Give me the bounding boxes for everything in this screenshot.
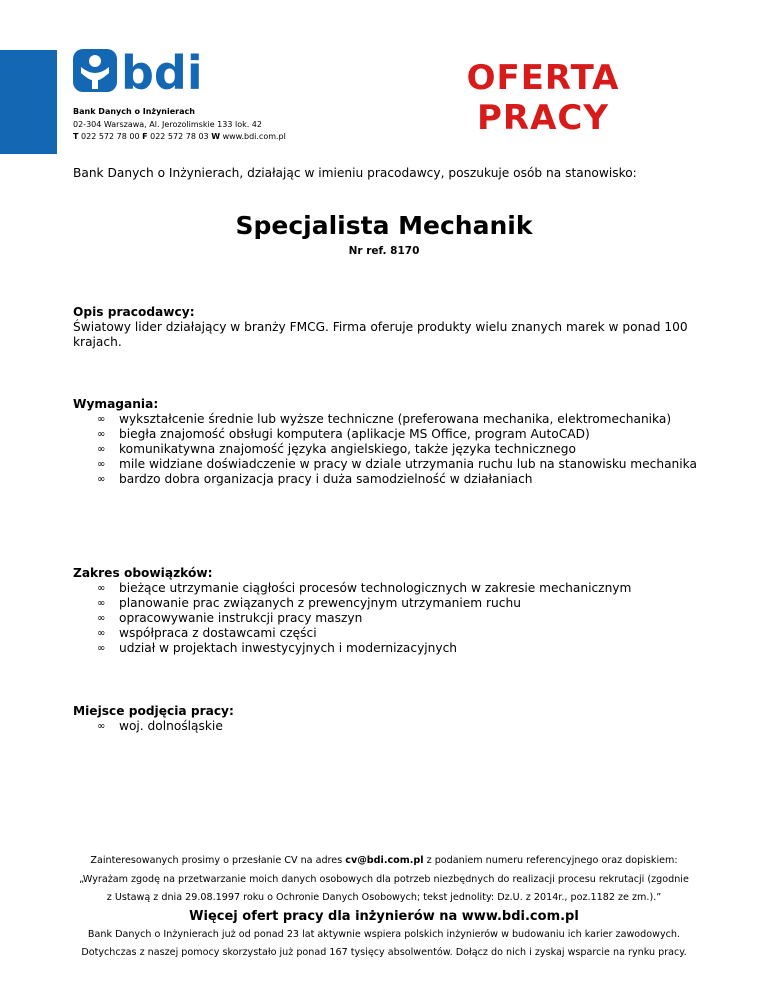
list-item <box>73 581 713 596</box>
bullet-icon: ∞ <box>97 598 106 609</box>
employer-heading: Opis pracodawcy: <box>73 305 195 319</box>
phone-number: 022 572 78 00 <box>81 132 140 141</box>
company-address: 02-304 Warszawa, Al. Jerozolimskie 133 lok. 42 <box>73 119 262 129</box>
bullet-icon: ∞ <box>97 444 106 455</box>
employer-section <box>73 305 713 350</box>
list-item <box>73 472 713 487</box>
bullet-icon: ∞ <box>97 721 106 732</box>
fax-number: 022 572 78 03 <box>150 132 209 141</box>
job-title: Specjalista Mechanik <box>235 211 533 240</box>
list-item <box>73 719 713 734</box>
company-name: Bank Danych o Inżynierach <box>73 107 195 116</box>
email-link[interactable]: cv@bdi.com.pl <box>345 855 424 866</box>
requirements-section <box>73 397 713 487</box>
duty-text: współpraca z dostawcami części <box>119 626 317 640</box>
bdi-logo <box>73 49 203 97</box>
job-reference: Nr ref. 8170 <box>348 245 420 257</box>
bullet-icon: ∞ <box>97 583 106 594</box>
duties-heading: Zakres obowiązków: <box>73 566 213 580</box>
location-section <box>73 704 713 734</box>
list-item <box>73 611 713 626</box>
bullet-icon: ∞ <box>97 459 106 470</box>
footer-apply-line <box>44 852 724 871</box>
offer-line-2: PRACY <box>477 98 609 138</box>
location-heading: Miejsce podjęcia pracy: <box>73 704 234 718</box>
list-item <box>73 457 713 472</box>
bullet-icon: ∞ <box>97 414 106 425</box>
location-text: woj. dolnośląskie <box>119 719 223 733</box>
duty-text: planowanie prac związanych z prewencyjnym utrzymaniem ruchu <box>119 596 521 610</box>
duty-text: udział w projektach inwestycyjnych i modernizacyjnych <box>119 641 458 655</box>
offer-line-1: OFERTA <box>466 58 620 98</box>
duty-text: bieżące utrzymanie ciągłości procesów technologicznych w zakresie mechanicznym <box>119 581 632 595</box>
footer <box>44 852 724 963</box>
web-address: www.bdi.com.pl <box>222 132 286 141</box>
intro-text: Bank Danych o Inżynierach, działając w imieniu pracodawcy, poszukuje osób na stanowisko: <box>73 166 637 180</box>
list-item <box>73 412 713 427</box>
employer-text: Światowy lider działający w branży FMCG. Firma oferuje produkty wielu znanych marek w ponad 100 krajach. <box>73 320 688 349</box>
company-info <box>73 106 286 144</box>
company-contacts <box>73 131 286 144</box>
about-line-1: Bank Danych o Inżynierach już od ponad 23 lat aktywnie wspiera polskich inżynierów w budowaniu ich karier zawodowych. <box>87 928 681 940</box>
duty-text: opracowywanie instrukcji pracy maszyn <box>119 611 363 625</box>
more-offers-link[interactable]: Więcej ofert pracy dla inżynierów na www.bdi.com.pl <box>189 908 579 924</box>
phone-label: T <box>73 132 79 141</box>
requirement-text: komunikatywna znajomość języka angielskiego, także języka technicznego <box>119 442 577 456</box>
duties-section <box>73 566 713 656</box>
logo-text: bdi <box>121 49 203 97</box>
list-item <box>73 442 713 457</box>
list-item <box>73 641 713 656</box>
bullet-icon: ∞ <box>97 613 106 624</box>
about-line-2: Dotychczas z naszej pomocy skorzystało już ponad 167 tysięcy absolwentów. Dołącz do nich i zyskaj wsparcie na rynku pracy. <box>81 947 687 958</box>
requirement-text: mile widziane doświadczenie w pracy w dziale utrzymania ruchu lub na stanowisku mechanika <box>119 457 697 471</box>
bullet-icon: ∞ <box>97 429 106 440</box>
requirement-text: biegła znajomość obsługi komputera (aplikacje MS Office, program AutoCAD) <box>119 427 590 441</box>
list-item <box>73 626 713 641</box>
list-item <box>73 596 713 611</box>
consent-line-1: „Wyrażam zgodę na przetwarzanie moich danych osobowych dla potrzeb niezbędnych do realizacji procesu rekrutacji (zgodnie <box>79 873 689 885</box>
requirement-text: wykształcenie średnie lub wyższe techniczne (preferowana mechanika, elektromechanika) <box>119 412 672 426</box>
brand-color-bar <box>0 50 57 154</box>
requirement-text: bardzo dobra organizacja pracy i duża samodzielność w działaniach <box>119 472 533 486</box>
requirements-heading: Wymagania: <box>73 397 159 411</box>
list-item <box>73 427 713 442</box>
offer-heading <box>440 58 646 138</box>
apply-text-post: z podaniem numeru referencyjnego oraz dopiskiem: <box>426 855 678 866</box>
web-label: W <box>211 132 221 141</box>
consent-line-2: z Ustawą z dnia 29.08.1997 roku o Ochronie Danych Osobowych; tekst jednolity: Dz.U. z 2014r., poz.1182 ze zm.).” <box>106 892 662 903</box>
bullet-icon: ∞ <box>97 643 106 654</box>
apply-text-pre: Zainteresowanych prosimy o przesłanie CV na adres <box>90 855 343 866</box>
bullet-icon: ∞ <box>97 628 106 639</box>
fax-label: F <box>142 132 148 141</box>
bullet-icon: ∞ <box>97 474 106 485</box>
